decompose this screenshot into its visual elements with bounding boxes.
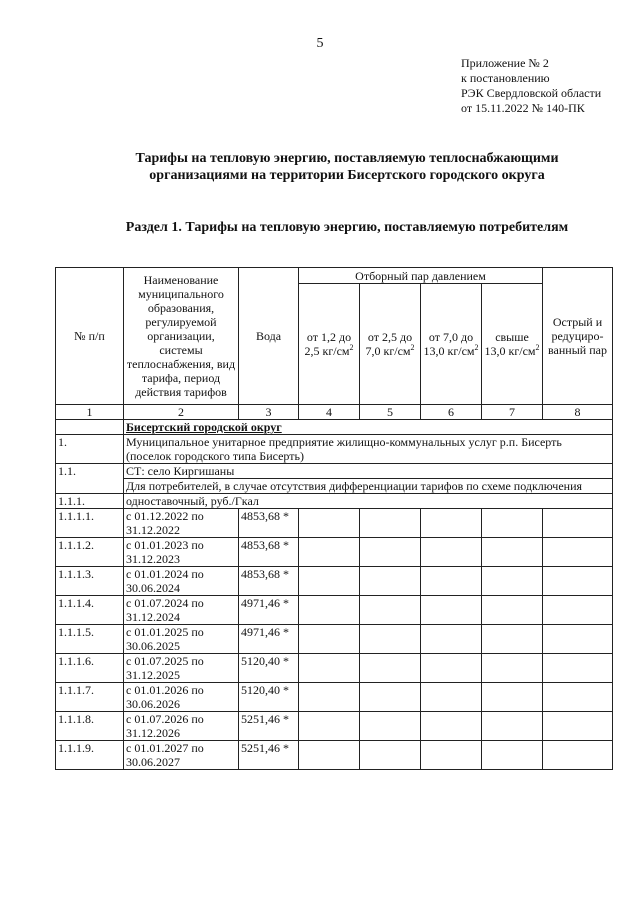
row-steam-1 xyxy=(299,654,360,683)
col-number: 4 xyxy=(299,405,360,420)
row-steam-4 xyxy=(482,741,543,770)
row-period: с 01.07.2024 по 31.12.2024 xyxy=(124,596,239,625)
page-number: 5 xyxy=(316,36,324,51)
document-title xyxy=(60,150,634,184)
row-water-tariff: 4853,68 * xyxy=(239,509,299,538)
row-steam-4 xyxy=(482,625,543,654)
organization-num: 1. xyxy=(56,435,124,464)
row-period: с 01.12.2022 по 31.12.2022 xyxy=(124,509,239,538)
title-line: организациями на территории Бисертского городского округа xyxy=(149,168,545,183)
row-steam-3 xyxy=(421,567,482,596)
row-period: с 01.01.2023 по 31.12.2023 xyxy=(124,538,239,567)
col-number: 5 xyxy=(360,405,421,420)
row-steam-3 xyxy=(421,654,482,683)
table-row xyxy=(56,683,613,712)
row-steam-1 xyxy=(299,567,360,596)
row-steam-3 xyxy=(421,596,482,625)
row-steam-1 xyxy=(299,509,360,538)
row-period: с 01.01.2025 по 30.06.2025 xyxy=(124,625,239,654)
row-steam-4 xyxy=(482,654,543,683)
row-steam-4 xyxy=(482,538,543,567)
system-name: СТ: село Киргишаны xyxy=(124,464,613,479)
row-num: 1.1.1.2. xyxy=(56,538,124,567)
appendix-line: Приложение № 2 xyxy=(461,56,549,70)
system-num: 1.1. xyxy=(56,464,124,494)
district-name: Бисертский городской округ xyxy=(124,420,613,435)
row-water-tariff: 5251,46 * xyxy=(239,741,299,770)
row-steam-2 xyxy=(360,567,421,596)
header-pressure-1: от 1,2 до 2,5 $кг/см^2$ xyxy=(299,284,360,405)
organization-name: Муниципальное унитарное предприятие жилищно-коммунальных услуг р.п. Бисерть (поселок городского типа Бисерть) xyxy=(124,435,613,464)
organization-row xyxy=(56,435,613,464)
row-sharp-steam xyxy=(543,712,613,741)
row-sharp-steam xyxy=(543,654,613,683)
row-num: 1.1.1.6. xyxy=(56,654,124,683)
row-sharp-steam xyxy=(543,567,613,596)
row-steam-2 xyxy=(360,596,421,625)
row-period: с 01.01.2027 по 30.06.2027 xyxy=(124,741,239,770)
table-row xyxy=(56,712,613,741)
appendix-line: от 15.11.2022 № 140-ПК xyxy=(461,101,585,115)
tariff-table xyxy=(55,267,613,770)
row-water-tariff: 4853,68 * xyxy=(239,567,299,596)
consumer-note-row xyxy=(56,479,613,494)
header-pressure-4: свыше 13,0 $кг/см^2$ xyxy=(482,284,543,405)
row-sharp-steam xyxy=(543,538,613,567)
row-num: 1.1.1.4. xyxy=(56,596,124,625)
row-sharp-steam xyxy=(543,683,613,712)
row-steam-4 xyxy=(482,567,543,596)
table-row xyxy=(56,538,613,567)
row-period: с 01.01.2024 по 30.06.2024 xyxy=(124,567,239,596)
rate-rows xyxy=(56,509,613,770)
header-sharp-steam: Острый и редуциро-ванный пар xyxy=(543,268,613,405)
header-water: Вода xyxy=(239,268,299,405)
row-steam-3 xyxy=(421,538,482,567)
district-num-cell xyxy=(56,420,124,435)
col-number: 7 xyxy=(482,405,543,420)
row-steam-4 xyxy=(482,596,543,625)
row-steam-1 xyxy=(299,596,360,625)
row-steam-2 xyxy=(360,654,421,683)
row-steam-3 xyxy=(421,509,482,538)
row-steam-2 xyxy=(360,625,421,654)
row-steam-3 xyxy=(421,712,482,741)
row-period: с 01.07.2026 по 31.12.2026 xyxy=(124,712,239,741)
table-row xyxy=(56,625,613,654)
row-steam-2 xyxy=(360,683,421,712)
col-number: 1 xyxy=(56,405,124,420)
row-steam-1 xyxy=(299,741,360,770)
row-steam-4 xyxy=(482,683,543,712)
header-num: № п/п xyxy=(56,268,124,405)
district-row xyxy=(56,420,613,435)
column-number-row xyxy=(56,405,613,420)
row-num: 1.1.1.7. xyxy=(56,683,124,712)
table-row xyxy=(56,509,613,538)
row-num: 1.1.1.5. xyxy=(56,625,124,654)
row-steam-1 xyxy=(299,683,360,712)
row-sharp-steam xyxy=(543,596,613,625)
row-steam-4 xyxy=(482,712,543,741)
row-sharp-steam xyxy=(543,625,613,654)
tariff-type: одноставочный, руб./Гкал xyxy=(124,494,613,509)
header-steam-group: Отборный пар давлением xyxy=(299,268,543,284)
row-steam-3 xyxy=(421,683,482,712)
row-period: с 01.07.2025 по 31.12.2025 xyxy=(124,654,239,683)
col-number: 3 xyxy=(239,405,299,420)
appendix-block xyxy=(461,56,601,116)
table-row xyxy=(56,596,613,625)
table-row xyxy=(56,567,613,596)
col-number: 8 xyxy=(543,405,613,420)
title-line: Тарифы на тепловую энергию, поставляемую теплоснабжающими xyxy=(135,151,559,166)
row-steam-1 xyxy=(299,625,360,654)
table-row xyxy=(56,654,613,683)
row-sharp-steam xyxy=(543,509,613,538)
header-row xyxy=(56,268,613,284)
section-title: Раздел 1. Тарифы на тепловую энергию, поставляемую потребителям xyxy=(125,220,569,235)
header-pressure-3: от 7,0 до 13,0 $кг/см^2$ xyxy=(421,284,482,405)
row-period: с 01.01.2026 по 30.06.2026 xyxy=(124,683,239,712)
row-water-tariff: 5120,40 * xyxy=(239,683,299,712)
row-steam-1 xyxy=(299,712,360,741)
row-water-tariff: 4853,68 * xyxy=(239,538,299,567)
row-steam-2 xyxy=(360,509,421,538)
appendix-line: РЭК Свердловской области xyxy=(461,86,602,100)
consumer-note: Для потребителей, в случае отсутствия дифференциации тарифов по схеме подключения xyxy=(124,479,613,494)
table-row xyxy=(56,741,613,770)
row-steam-4 xyxy=(482,509,543,538)
row-water-tariff: 5120,40 * xyxy=(239,654,299,683)
row-num: 1.1.1.8. xyxy=(56,712,124,741)
row-sharp-steam xyxy=(543,741,613,770)
row-num: 1.1.1.3. xyxy=(56,567,124,596)
row-num: 1.1.1.9. xyxy=(56,741,124,770)
row-steam-3 xyxy=(421,625,482,654)
tariff-type-num: 1.1.1. xyxy=(56,494,124,509)
header-pressure-2: от 2,5 до 7,0 $кг/см^2$ xyxy=(360,284,421,405)
row-steam-2 xyxy=(360,741,421,770)
header-name: Наименование муниципального образования, регулируемой организации, системы теплоснабжения, вид тарифа, период действия тарифов xyxy=(124,268,239,405)
row-water-tariff: 5251,46 * xyxy=(239,712,299,741)
row-steam-2 xyxy=(360,712,421,741)
appendix-line: к постановлению xyxy=(461,71,550,85)
row-steam-3 xyxy=(421,741,482,770)
system-row xyxy=(56,464,613,479)
col-number: 2 xyxy=(124,405,239,420)
row-water-tariff: 4971,46 * xyxy=(239,625,299,654)
tariff-type-row xyxy=(56,494,613,509)
row-steam-2 xyxy=(360,538,421,567)
row-steam-1 xyxy=(299,538,360,567)
col-number: 6 xyxy=(421,405,482,420)
row-num: 1.1.1.1. xyxy=(56,509,124,538)
row-water-tariff: 4971,46 * xyxy=(239,596,299,625)
